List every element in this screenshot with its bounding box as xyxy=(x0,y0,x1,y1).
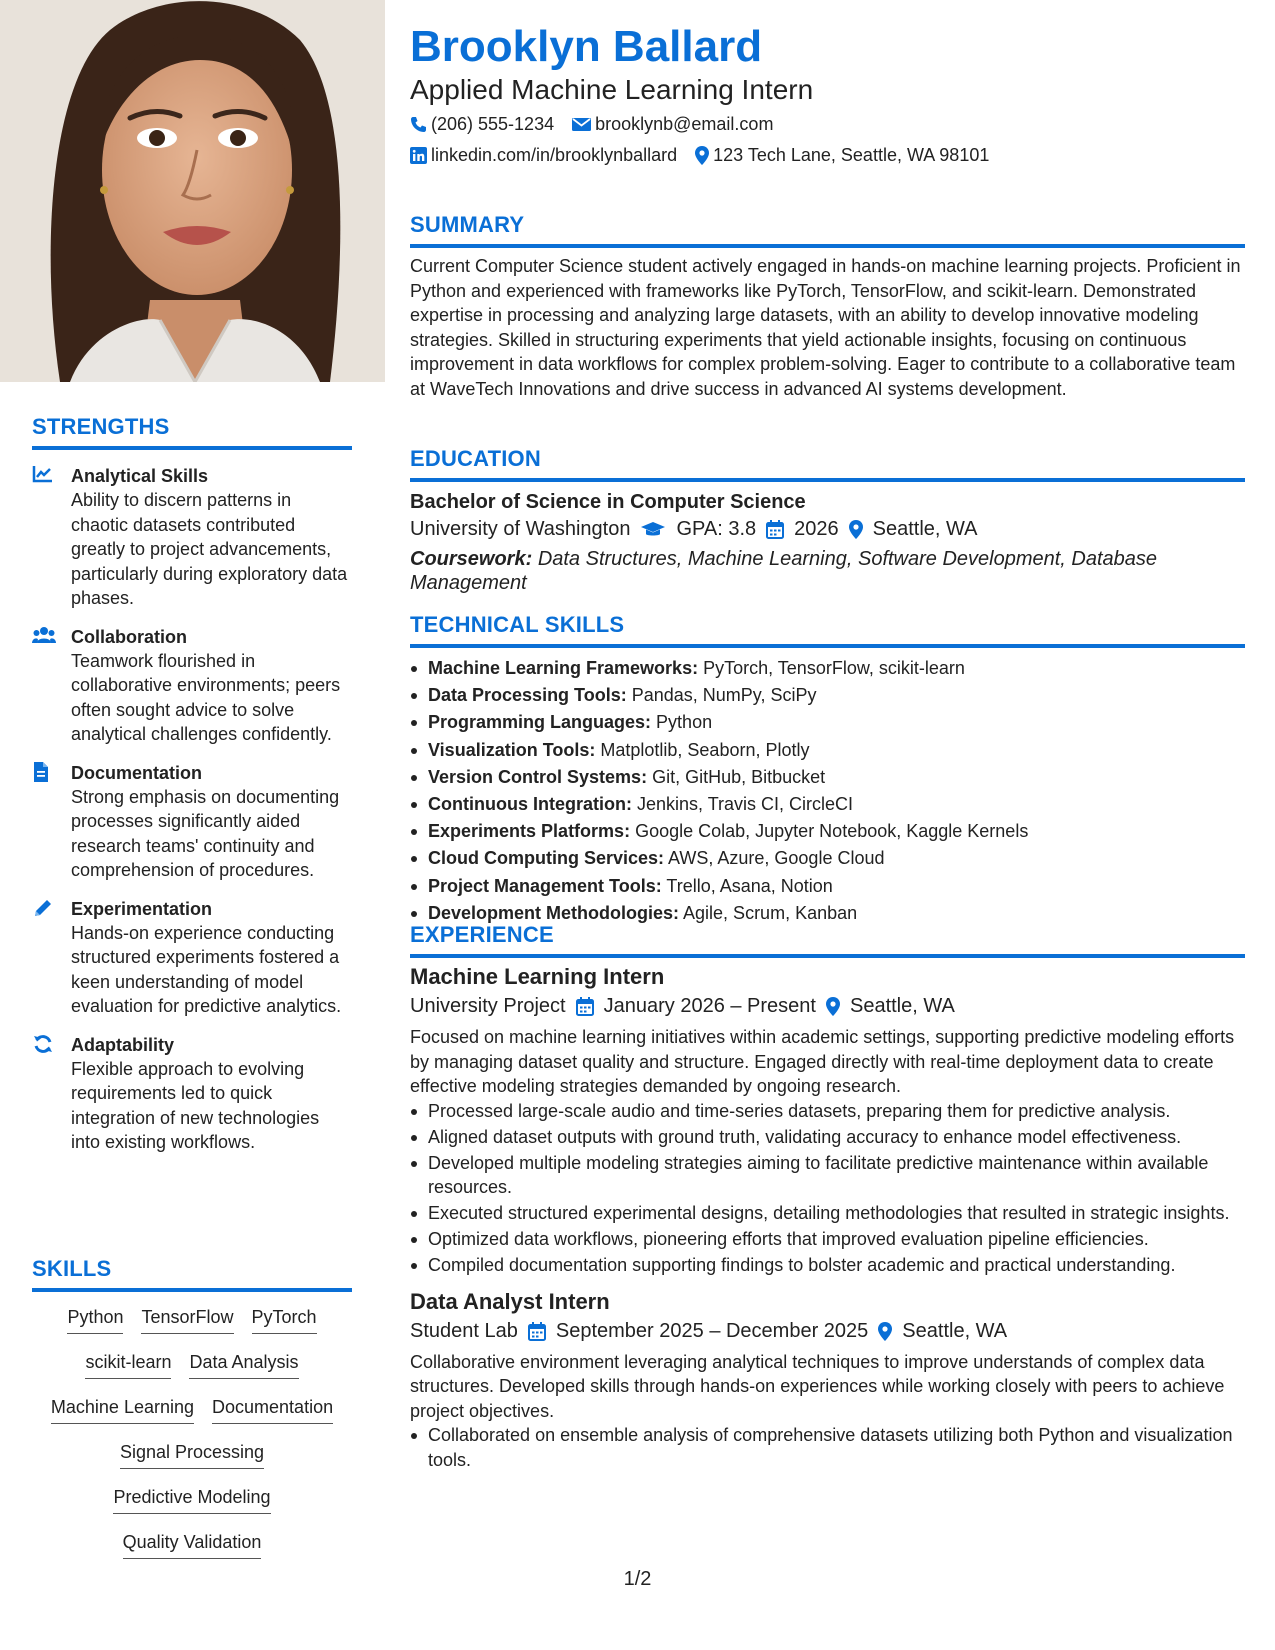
job-dates: January 2026 – Present xyxy=(603,995,816,1017)
job-bullets xyxy=(410,1099,1245,1278)
address-text: 123 Tech Lane, Seattle, WA 98101 xyxy=(713,145,990,165)
job-location: Seattle, WA xyxy=(849,995,955,1017)
list-item xyxy=(410,846,1245,871)
list-item: Developed multiple modeling strategies aiming to facilitate predictive maintenance within available resources. xyxy=(410,1151,1245,1200)
linkedin-contact[interactable] xyxy=(410,145,677,166)
phone-text: (206) 555-1234 xyxy=(431,114,555,134)
education-meta xyxy=(410,518,1245,541)
skill-values: Trello, Asana, Notion xyxy=(666,875,833,896)
skills-list xyxy=(32,1306,352,1576)
profile-photo xyxy=(0,0,385,382)
list-item xyxy=(410,765,1245,790)
technical-skills-section xyxy=(410,612,1245,928)
job-org: University Project xyxy=(410,995,566,1017)
gpa: GPA: 3.8 xyxy=(676,518,757,540)
skill-tag: Predictive Modeling xyxy=(113,1486,270,1514)
strength-name: Adaptability xyxy=(71,1034,175,1055)
map-pin-icon xyxy=(849,520,863,539)
skill-values: Git, GitHub, Bitbucket xyxy=(652,766,826,787)
skill-tag: scikit-learn xyxy=(85,1351,171,1379)
list-item: Processed large-scale audio and time-series datasets, preparing them for predictive analysis. xyxy=(410,1099,1245,1124)
refresh-icon xyxy=(32,1033,54,1055)
skill-tag: TensorFlow xyxy=(141,1306,233,1334)
strength-desc: Hands-on experience conducting structured experiments fostered a keen understanding of model evaluation for predictive analytics. xyxy=(71,922,342,1016)
skill-tag: Documentation xyxy=(212,1396,333,1424)
contact-row-1 xyxy=(410,114,791,135)
skill-category: Machine Learning Frameworks: xyxy=(428,658,699,678)
job-summary: Collaborative environment leveraging analytical techniques to improve understands of complex data structures. Developed skills through hands-on experiences while working closely with peers to achieve project objectives. xyxy=(410,1351,1225,1421)
strengths-section xyxy=(32,414,352,1155)
strength-item xyxy=(32,897,352,1019)
job-dates: September 2025 – December 2025 xyxy=(555,1319,869,1342)
job-role: Data Analyst Intern xyxy=(410,1288,610,1314)
list-item xyxy=(410,738,1245,763)
calendar-icon xyxy=(576,997,594,1016)
skill-tag: PyTorch xyxy=(252,1306,317,1334)
skill-tag: Python xyxy=(67,1306,123,1334)
list-item xyxy=(410,819,1245,844)
job-meta xyxy=(410,1320,1245,1343)
users-icon xyxy=(32,625,54,647)
strength-item xyxy=(32,1033,352,1155)
list-item xyxy=(410,710,1245,735)
experience-heading: EXPERIENCE xyxy=(410,922,1245,958)
skill-category: Visualization Tools: xyxy=(428,739,596,760)
skill-category: Development Methodologies: xyxy=(428,902,680,923)
pencil-icon xyxy=(32,897,54,919)
skill-category: Version Control Systems: xyxy=(428,766,648,787)
skill-category: Experiments Platforms: xyxy=(428,821,631,842)
map-pin-icon xyxy=(826,997,840,1016)
education-heading: EDUCATION xyxy=(410,446,1245,482)
linkedin-icon xyxy=(410,147,427,164)
list-item xyxy=(410,683,1245,708)
job-role: Machine Learning Intern xyxy=(410,964,665,989)
skill-values: Pandas, NumPy, SciPy xyxy=(631,685,817,706)
portrait-illustration xyxy=(0,0,385,382)
strength-desc: Strong emphasis on documenting processes significantly aided research teams' continuity and comprehension of procedures. xyxy=(71,786,340,880)
phone-icon xyxy=(410,116,427,133)
skill-tag: Machine Learning xyxy=(51,1396,194,1424)
strengths-heading: STRENGTHS xyxy=(32,414,352,450)
calendar-icon xyxy=(528,1322,546,1341)
strength-name: Analytical Skills xyxy=(71,466,209,486)
coursework xyxy=(410,547,1245,595)
skill-values: Matplotlib, Seaborn, Plotly xyxy=(600,739,810,760)
job-location: Seattle, WA xyxy=(902,1319,1008,1342)
strength-item xyxy=(32,464,352,611)
map-pin-icon xyxy=(878,1322,892,1341)
candidate-name: Brooklyn Ballard xyxy=(410,22,763,71)
skill-tag: Signal Processing xyxy=(120,1441,264,1469)
strength-name: Experimentation xyxy=(71,898,213,919)
skill-values: AWS, Azure, Google Cloud xyxy=(668,848,885,869)
list-item: Compiled documentation supporting findings to bolster academic and practical understanding. xyxy=(410,1253,1245,1278)
skill-category: Project Management Tools: xyxy=(428,875,662,896)
skill-values: Jenkins, Travis CI, CircleCI xyxy=(636,793,854,814)
email-text: brooklynb@email.com xyxy=(595,114,774,134)
school-name: University of Washington xyxy=(410,518,631,540)
skill-category: Continuous Integration: xyxy=(428,793,632,814)
email-contact[interactable] xyxy=(572,114,773,135)
list-item: Executed structured experimental designs, detailing methodologies that resulted in strategic insights. xyxy=(410,1201,1245,1226)
strength-item xyxy=(32,625,352,747)
email-icon xyxy=(572,117,591,132)
skill-category: Programming Languages: xyxy=(428,712,652,733)
skills-section xyxy=(32,1256,352,1576)
job-meta xyxy=(410,995,1245,1018)
list-item: Aligned dataset outputs with ground truth, validating accuracy to enhance model effectiveness. xyxy=(410,1125,1245,1150)
skill-values: Python xyxy=(656,712,713,733)
job-title: Applied Machine Learning Intern xyxy=(410,74,814,105)
skill-values: Agile, Scrum, Kanban xyxy=(683,902,858,923)
skill-values: PyTorch, TensorFlow, scikit-learn xyxy=(703,658,965,678)
strength-item xyxy=(32,761,352,883)
degree-name: Bachelor of Science in Computer Science xyxy=(410,491,806,513)
education-section xyxy=(410,446,1245,595)
left-column xyxy=(0,0,385,1650)
job-entry xyxy=(410,1289,1245,1473)
skill-tag: Data Analysis xyxy=(189,1351,298,1379)
coursework-list: Data Structures, Machine Learning, Software Development, Database Management xyxy=(410,548,1158,594)
job-summary: Focused on machine learning initiatives within academic settings, supporting predictive modeling efforts by managing dataset quality and structure. Engaged directly with real-time deployment data to create effective modeling strategies demanded by ongoing research. xyxy=(410,1027,1235,1096)
page-number: 1/2 xyxy=(623,1568,652,1590)
document-icon xyxy=(32,761,54,783)
list-item xyxy=(410,656,1245,681)
strength-name: Documentation xyxy=(71,762,203,783)
contact-row-2 xyxy=(410,145,1007,166)
map-pin-icon xyxy=(695,146,709,165)
linkedin-text: linkedin.com/in/brooklynballard xyxy=(431,145,678,165)
coursework-label: Coursework: xyxy=(410,548,533,570)
list-item xyxy=(410,874,1245,899)
strength-desc: Flexible approach to evolving requirements led to quick integration of new technologies into existing workflows. xyxy=(71,1058,320,1152)
technical-skills-heading: TECHNICAL SKILLS xyxy=(410,612,1245,648)
graduation-cap-icon xyxy=(640,521,666,539)
skill-category: Data Processing Tools: xyxy=(428,685,627,706)
summary-text: Current Computer Science student actively engaged in hands-on machine learning projects. Proficient in Python and experienced with frameworks like PyTorch, TensorFlow, and scikit-learn. Demonstrated expertise in processing and analyzing large datasets, with an ability to develop innovative modeling strategies. Skilled in structuring experiments that yield actionable insights, focusing on continuous improvement in data workflows for complex problem-solving. Eager to contribute to a collaborative team at WaveTech Innovations and drive success in advanced AI systems development. xyxy=(410,256,1241,399)
address-contact xyxy=(695,145,989,166)
phone-contact[interactable] xyxy=(410,114,554,135)
education-location: Seattle, WA xyxy=(872,518,978,540)
summary-heading: SUMMARY xyxy=(410,212,1245,248)
list-item: Collaborated on ensemble analysis of comprehensive datasets utilizing both Python and visualization tools. xyxy=(410,1423,1245,1472)
job-org: Student Lab xyxy=(410,1319,518,1342)
skill-category: Cloud Computing Services: xyxy=(428,848,665,869)
list-item: Optimized data workflows, pioneering efforts that improved evaluation pipeline efficiencies. xyxy=(410,1227,1245,1252)
summary-section xyxy=(410,212,1245,401)
job-entry xyxy=(410,964,1245,1278)
chart-line-icon xyxy=(32,464,54,486)
skills-heading: SKILLS xyxy=(32,1256,352,1292)
strength-desc: Teamwork flourished in collaborative environments; peers often sought advice to solve analytical challenges confidently. xyxy=(71,650,341,744)
technical-skills-list xyxy=(410,656,1245,925)
strength-desc: Ability to discern patterns in chaotic datasets contributed greatly to project advancements, particularly during exploratory data phases. xyxy=(71,490,348,608)
list-item xyxy=(410,792,1245,817)
calendar-icon xyxy=(766,520,784,539)
skill-values: Google Colab, Jupyter Notebook, Kaggle Kernels xyxy=(635,821,1029,842)
graduation-year: 2026 xyxy=(794,518,839,540)
strength-name: Collaboration xyxy=(71,626,187,647)
job-bullets xyxy=(410,1423,1245,1472)
experience-section xyxy=(410,922,1245,1474)
skill-tag: Quality Validation xyxy=(123,1531,262,1559)
